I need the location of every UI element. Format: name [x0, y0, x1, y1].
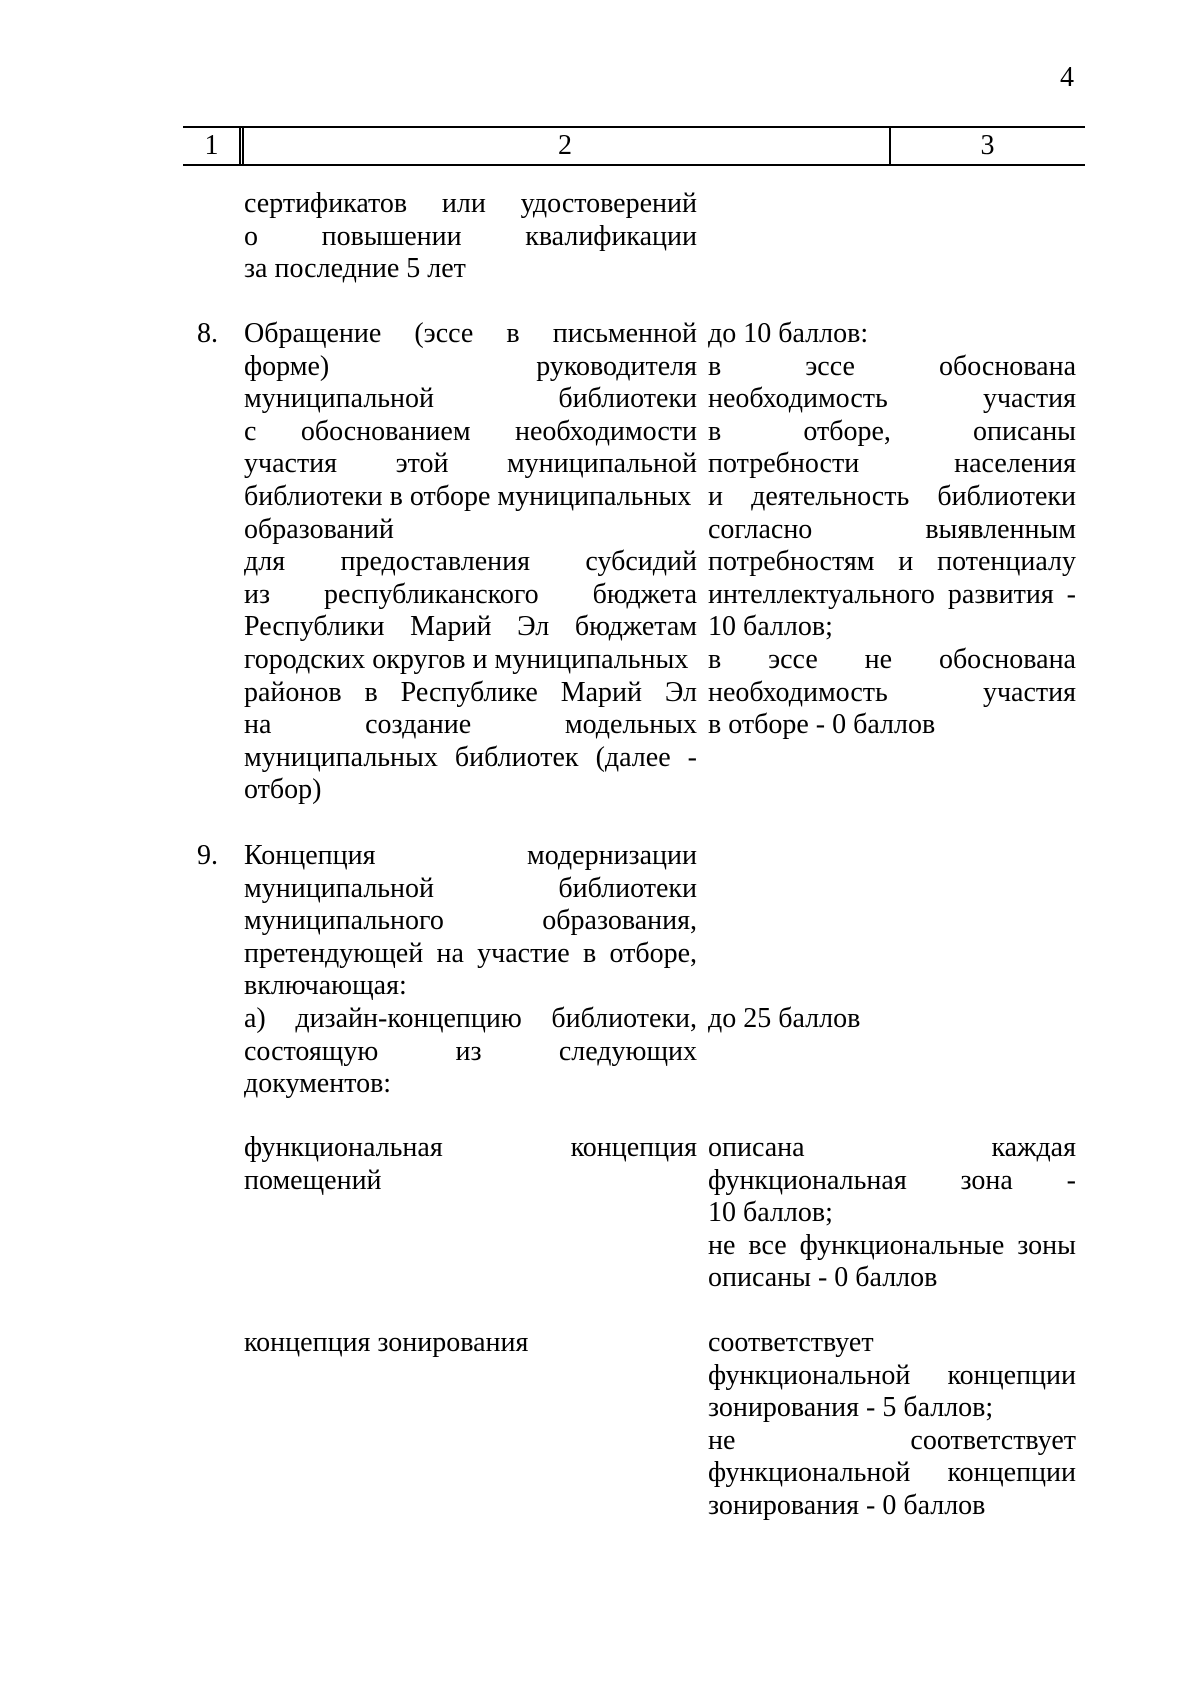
word: не: [708, 1424, 736, 1456]
text-line: [708, 1360, 1076, 1393]
word: Концепция: [244, 840, 376, 871]
word: интеллектуального: [708, 578, 935, 610]
word: участие: [477, 937, 570, 969]
word: концепции: [947, 1457, 1076, 1489]
word: в: [708, 643, 722, 675]
text-line: [708, 611, 1076, 644]
word: библиотеки в отборе муниципальных: [244, 480, 692, 512]
word: состоящую: [244, 1035, 379, 1067]
text-line: [244, 416, 697, 449]
word: или: [441, 188, 486, 219]
word: зона: [960, 1164, 1013, 1196]
word: с: [244, 415, 257, 447]
word: на: [244, 709, 272, 741]
text-line: [244, 448, 697, 481]
word: для: [244, 546, 286, 578]
text-line: [708, 1197, 1076, 1230]
word: (далее: [595, 741, 671, 773]
text-line: [244, 188, 697, 221]
text-line: [244, 318, 697, 351]
zoning-concept-score: [708, 1327, 1076, 1523]
word: участия: [244, 448, 338, 480]
word: муниципальной: [244, 872, 435, 904]
word: документов:: [244, 1068, 392, 1100]
text-line: [244, 1132, 697, 1165]
word: в: [708, 350, 722, 382]
text-line: [244, 873, 697, 906]
zoning-concept-criterion: [244, 1327, 697, 1360]
word: отбор): [244, 774, 322, 806]
text-line: [708, 1392, 1076, 1425]
word: и: [898, 546, 914, 578]
page-number: 4: [1060, 62, 1074, 93]
text-line: [708, 709, 1076, 742]
header-col-1: 1: [204, 130, 219, 161]
word: удостоверений: [520, 188, 697, 219]
word: муниципального: [244, 905, 444, 937]
word: в: [364, 676, 378, 708]
text-line: [708, 579, 1076, 612]
word: концепции: [947, 1359, 1076, 1391]
text-line: [708, 1490, 1076, 1523]
word: функциональная: [708, 1164, 907, 1196]
text-line: [708, 481, 1076, 514]
text-line: [244, 1036, 697, 1069]
word: Обращение: [244, 318, 382, 349]
table-header-row: [183, 126, 1085, 166]
text-line: [708, 383, 1076, 416]
word: развития: [947, 578, 1054, 610]
word: республиканского: [323, 578, 539, 610]
row-9-score-a: [708, 1003, 1076, 1036]
word: населения: [954, 448, 1076, 480]
text-line: [244, 1327, 697, 1360]
word: модернизации: [527, 840, 697, 871]
word: муниципальной: [244, 383, 435, 415]
word: квалификации: [525, 220, 697, 252]
text-line: [708, 318, 1076, 351]
text-line: [244, 546, 697, 579]
word: зонирования - 0 баллов: [708, 1489, 986, 1521]
word: Марий: [410, 611, 492, 643]
text-line: [244, 1068, 697, 1101]
word: письменной: [552, 318, 697, 349]
text-line: [244, 774, 697, 807]
word: и: [708, 480, 723, 512]
word: (эссе: [414, 318, 474, 349]
text-line: [708, 1425, 1076, 1458]
word: в отборе - 0 баллов: [708, 709, 936, 741]
word: библиотеки: [937, 480, 1076, 512]
text-line: [244, 221, 697, 254]
word: городских округов и муниципальных: [244, 643, 689, 675]
word: субсидий: [585, 546, 697, 578]
word: библиотек: [454, 741, 579, 773]
word: муниципальной: [506, 448, 697, 480]
word: необходимость: [708, 676, 888, 708]
word: а): [244, 1002, 266, 1034]
word: обоснована: [938, 643, 1076, 675]
header-col-2: 2: [558, 130, 572, 161]
text-line: [244, 514, 697, 547]
word: помещений: [244, 1164, 382, 1196]
text-line: [244, 1003, 697, 1036]
text-line: [708, 448, 1076, 481]
word: зонирования - 5 баллов;: [708, 1392, 994, 1424]
word: концепция: [570, 1132, 697, 1163]
text-line: [244, 351, 697, 384]
word: обоснованием: [300, 415, 471, 447]
word: районов: [244, 676, 342, 708]
word: Марий: [560, 676, 642, 708]
word: из: [455, 1035, 482, 1067]
text-line: [708, 1457, 1076, 1490]
word: функциональные: [799, 1229, 1005, 1261]
word: предоставления: [340, 546, 531, 578]
word: функциональной: [708, 1359, 911, 1391]
text-line: [708, 1132, 1076, 1165]
text-line: [708, 416, 1076, 449]
word: бюджетам: [574, 611, 697, 643]
text-line: [708, 351, 1076, 384]
word: в: [708, 415, 722, 447]
score-text: до 25 баллов: [708, 1003, 861, 1034]
word: -: [1066, 578, 1076, 610]
word: форме): [244, 350, 330, 382]
word: Эл: [517, 611, 550, 643]
text-line: [244, 644, 697, 677]
text-line: [244, 1165, 697, 1198]
functional-concept-score: [708, 1132, 1076, 1295]
word: соответствует: [910, 1424, 1076, 1456]
word: потребностям: [708, 546, 875, 578]
word: претендующей: [244, 937, 424, 969]
word: соответствует: [708, 1327, 874, 1358]
row-8-criterion: [244, 318, 697, 807]
word: описана: [708, 1132, 805, 1163]
word: бюджета: [592, 578, 697, 610]
word: не: [708, 1229, 736, 1261]
text-line: [244, 611, 697, 644]
word: участия: [982, 676, 1076, 708]
text-line: [708, 514, 1076, 547]
word: образований: [244, 513, 394, 545]
text-line: [708, 546, 1076, 579]
word: в: [582, 937, 597, 969]
text-line: [244, 677, 697, 710]
row-9-criterion: [244, 840, 697, 1101]
row-9-number: 9.: [197, 840, 218, 871]
word: на: [436, 937, 464, 969]
word: необходимость: [708, 383, 888, 415]
word: отборе,: [609, 937, 697, 969]
word: каждая: [991, 1132, 1076, 1163]
text-line: [708, 1230, 1076, 1263]
word: руководителя: [536, 350, 697, 382]
text-line: [244, 481, 697, 514]
word: деятельность: [751, 480, 910, 512]
text-line: [244, 905, 697, 938]
word: за последние 5 лет: [244, 253, 466, 285]
word: эссе: [805, 350, 855, 382]
word: обоснована: [938, 350, 1076, 382]
word: концепция зонирования: [244, 1327, 529, 1358]
word: этой: [395, 448, 449, 480]
word: описаны - 0 баллов: [708, 1262, 938, 1294]
word: все: [748, 1229, 787, 1261]
word: 10 баллов;: [708, 1197, 833, 1229]
text-line: [708, 1262, 1076, 1295]
word: зоны: [1017, 1229, 1076, 1261]
text-line: [244, 579, 697, 612]
word: необходимости: [514, 415, 697, 447]
word: до 10 баллов:: [708, 318, 869, 349]
word: модельных: [564, 709, 697, 741]
text-line: [244, 742, 697, 775]
word: о: [244, 220, 258, 252]
word: библиотеки,: [551, 1002, 697, 1034]
word: выявленным: [925, 513, 1076, 545]
text-line: [244, 253, 697, 286]
word: Республики: [244, 611, 385, 643]
word: -: [1066, 1164, 1076, 1196]
text-line: [708, 1327, 1076, 1360]
text-line: [708, 644, 1076, 677]
header-col-3: 3: [980, 130, 995, 161]
word: Эл: [664, 676, 697, 708]
word: муниципальных: [244, 741, 438, 773]
text-line: [244, 709, 697, 742]
row-8-score: [708, 318, 1076, 742]
word: из: [244, 578, 271, 610]
word: включающая:: [244, 970, 407, 1002]
word: библиотеки: [558, 872, 697, 904]
text-line: [244, 840, 697, 873]
word: потенциалу: [937, 546, 1076, 578]
word: сертификатов: [244, 188, 408, 219]
text-line: [708, 677, 1076, 710]
word: отборе,: [803, 415, 891, 447]
text-line: [244, 970, 697, 1003]
row-7-criterion: [244, 188, 697, 286]
word: создание: [365, 709, 472, 741]
text-line: [244, 383, 697, 416]
word: 10 баллов;: [708, 611, 833, 643]
word: согласно: [708, 513, 813, 545]
word: Республике: [400, 676, 538, 708]
word: потребности: [708, 448, 860, 480]
word: участия: [982, 383, 1076, 415]
word: повышении: [321, 220, 462, 252]
word: эссе: [768, 643, 818, 675]
word: описаны: [973, 415, 1076, 447]
word: библиотеки: [558, 383, 697, 415]
functional-concept-criterion: [244, 1132, 697, 1197]
text-line: [708, 1165, 1076, 1198]
word: функциональная: [244, 1132, 443, 1163]
word: следующих: [558, 1035, 697, 1067]
text-line: [244, 938, 697, 971]
word: в: [506, 318, 520, 349]
word: -: [687, 741, 697, 773]
row-8-number: 8.: [197, 318, 218, 349]
word: образования,: [542, 905, 697, 937]
word: не: [864, 643, 893, 675]
word: дизайн-концепцию: [295, 1002, 522, 1034]
word: функциональной: [708, 1457, 911, 1489]
